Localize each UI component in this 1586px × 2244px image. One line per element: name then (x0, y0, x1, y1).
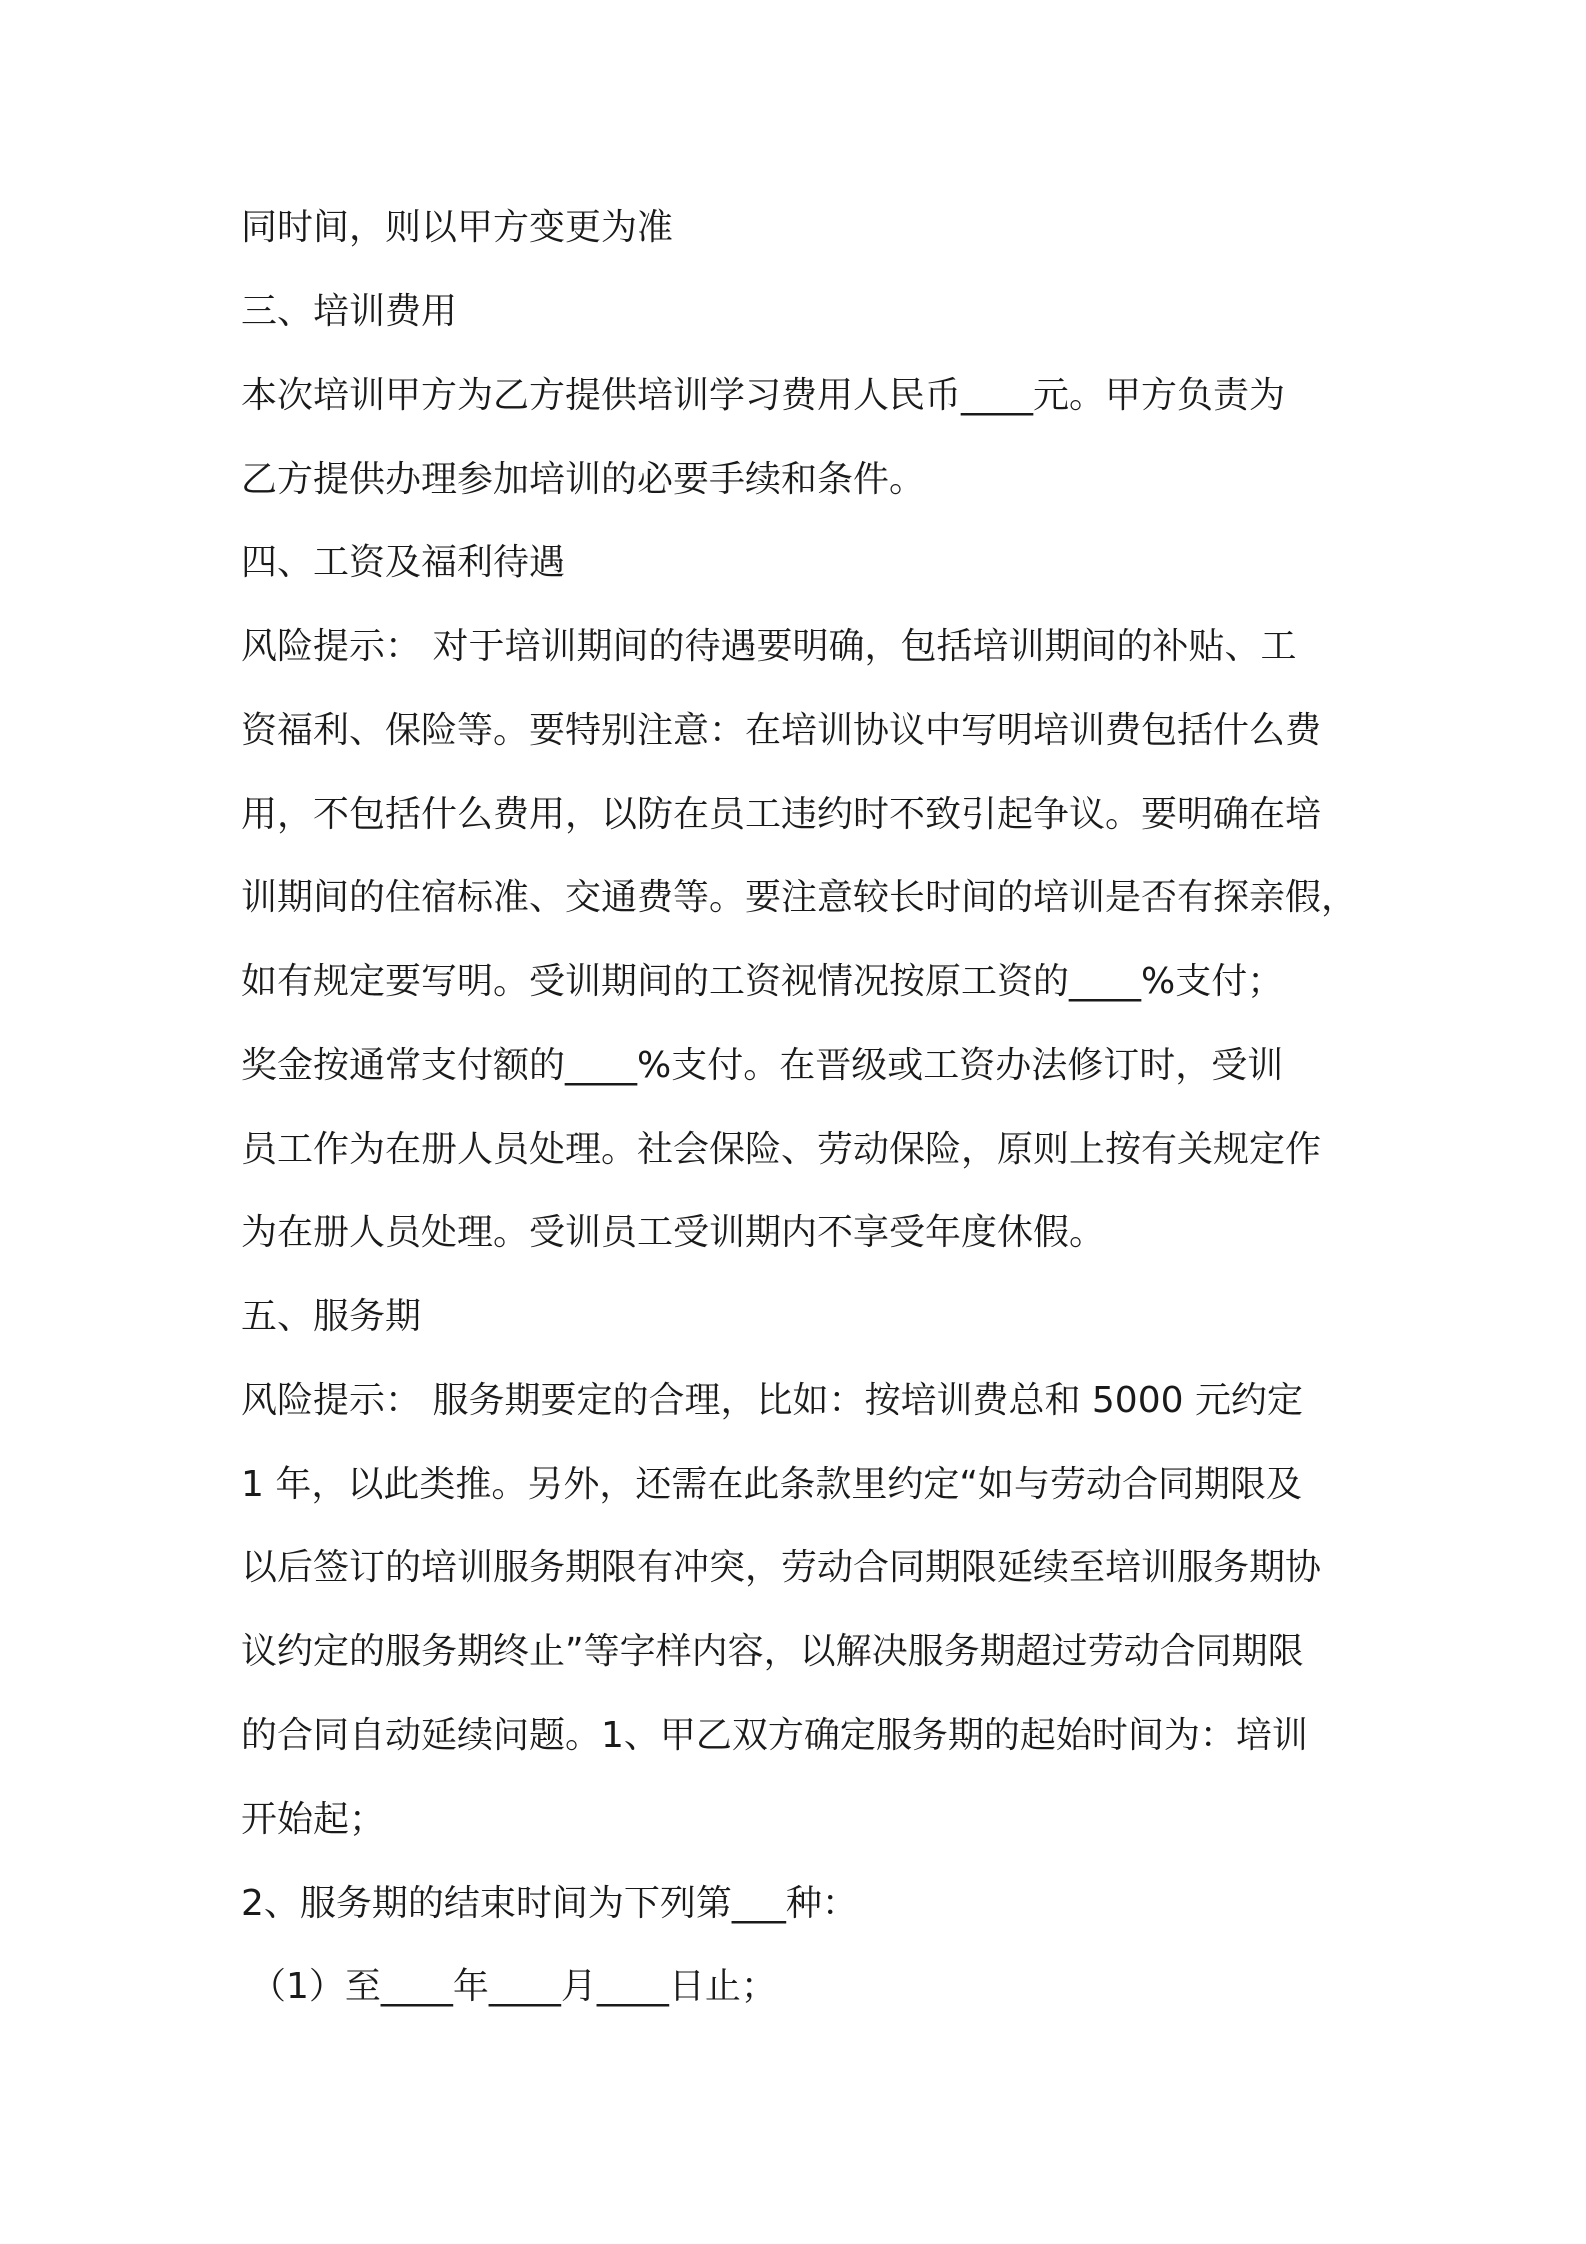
section-heading: 四、工资及福利待遇 (241, 542, 566, 583)
section-heading: 五、服务期 (241, 1296, 422, 1337)
text-line: 训期间的住宿标准、交通费等。要注意较长时间的培训是否有探亲假， (241, 877, 1358, 918)
text-line: 议约定的服务期终止”等字样内容，以解决服务期超过劳动合同期限 (241, 1631, 1304, 1672)
text-line: 的合同自动延续问题。1、甲乙双方确定服务期的起始时间为：培训 (241, 1715, 1308, 1756)
text-line: 如有规定要写明。受训期间的工资视情况按原工资的____%支付； (241, 961, 1284, 1002)
text-line: 2、服务期的结束时间为下列第___种： (241, 1883, 858, 1924)
section-heading: 三、培训费用 (241, 291, 458, 332)
text-line: （1）至____年____月____日止； (250, 1966, 777, 2007)
text-line: 风险提示： 对于培训期间的待遇要明确，包括培训期间的补贴、工 (241, 626, 1297, 667)
text-line: 员工作为在册人员处理。社会保险、劳动保险，原则上按有关规定作 (241, 1129, 1322, 1170)
text-line: 资福利、保险等。要特别注意：在培训协议中写明培训费包括什么费 (241, 710, 1322, 751)
text-line: 同时间，则以甲方变更为准 (241, 207, 674, 248)
text-line: 用，不包括什么费用，以防在员工违约时不致引起争议。要明确在培 (241, 794, 1322, 835)
text-line: 1 年，以此类推。另外，还需在此条款里约定“如与劳动合同期限及 (241, 1464, 1302, 1505)
text-line: 乙方提供办理参加培训的必要手续和条件。 (241, 459, 926, 500)
text-line: 本次培训甲方为乙方提供培训学习费用人民币____元。甲方负责为 (241, 375, 1286, 416)
text-line: 奖金按通常支付额的____%支付。在晋级或工资办法修订时，受训 (241, 1045, 1284, 1086)
text-line: 风险提示： 服务期要定的合理，比如：按培训费总和 5000 元约定 (241, 1380, 1303, 1421)
text-line: 以后签订的培训服务期限有冲突，劳动合同期限延续至培训服务期协 (241, 1547, 1322, 1588)
text-line: 为在册人员处理。受训员工受训期内不享受年度休假。 (241, 1212, 1106, 1253)
text-line: 开始起； (241, 1799, 386, 1840)
